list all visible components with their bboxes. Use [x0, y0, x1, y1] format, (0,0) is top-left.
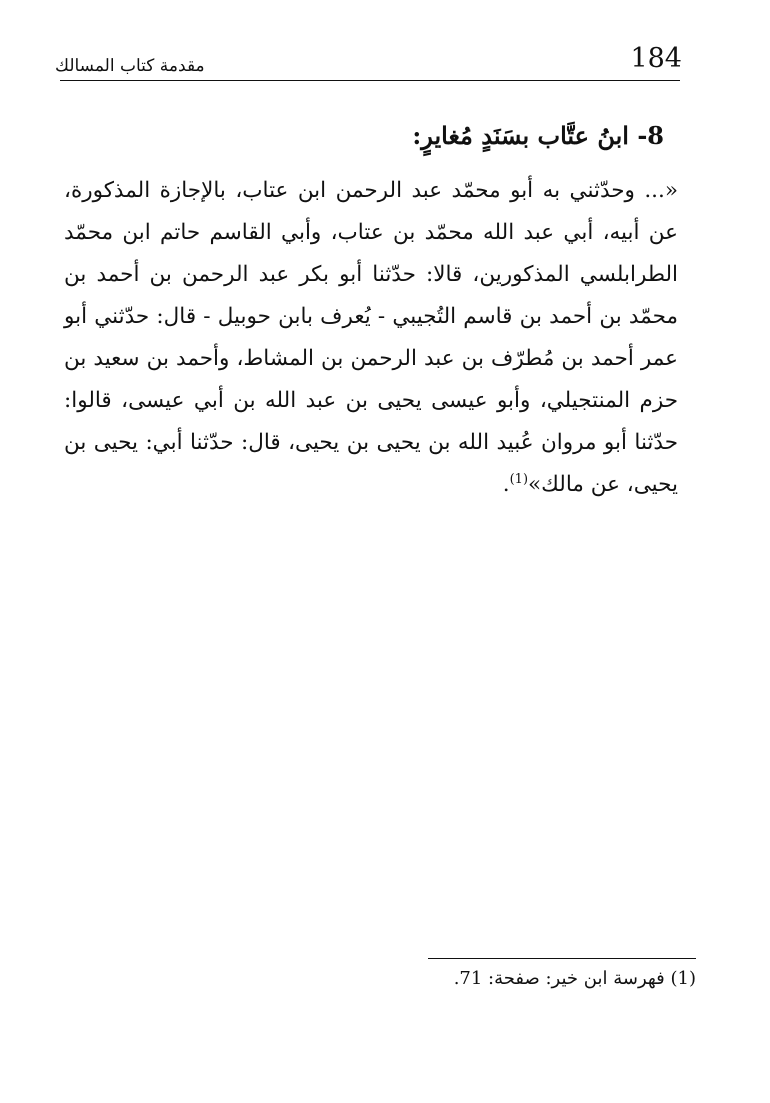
footnote-marker: (1) — [509, 471, 529, 487]
running-title: مقدمة كتاب المسالك — [55, 56, 205, 76]
page-number: 184 — [630, 43, 682, 74]
body-paragraph — [64, 170, 678, 506]
header-rule — [60, 80, 680, 81]
body-text: «... وحدّثني به أبو محمّد عبد الرحمن ابن عتاب، بالإجازة المذكورة، عن أبيه، أبي عبد الله محمّد بن عتاب، وأبي القاسم حاتم ابن محمّد الطرابلسي المذكورين، قالا: حدّثنا أبو بكر عبد الرحمن بن أحمد بن محمّد بن أحمد بن قاسم التُجيبي - يُعرف بابن حوبيل - قال: حدّثني أبو عمر أحمد بن مُطرّف بن عبد الرحمن بن المشاط، وأحمد بن سعيد بن حزم المنتجيلي، وأبو عيسى يحيى بن عبد الله بن أبي عيسى، قالوا: حدّثنا أبو مروان عُبيد الله بن يحيى بن يحيى، قال: حدّثنا أبي: يحيى بن يحيى، عن مالك» — [64, 178, 678, 497]
footnote-rule — [428, 958, 696, 959]
footnote: (1) فهرسة ابن خير: صفحة: 71. — [453, 968, 696, 989]
section-heading: 8- ابنُ عتَّاب بسَنَدٍ مُغايرٍ: — [412, 121, 664, 150]
body-end-punctuation: . — [502, 472, 510, 497]
